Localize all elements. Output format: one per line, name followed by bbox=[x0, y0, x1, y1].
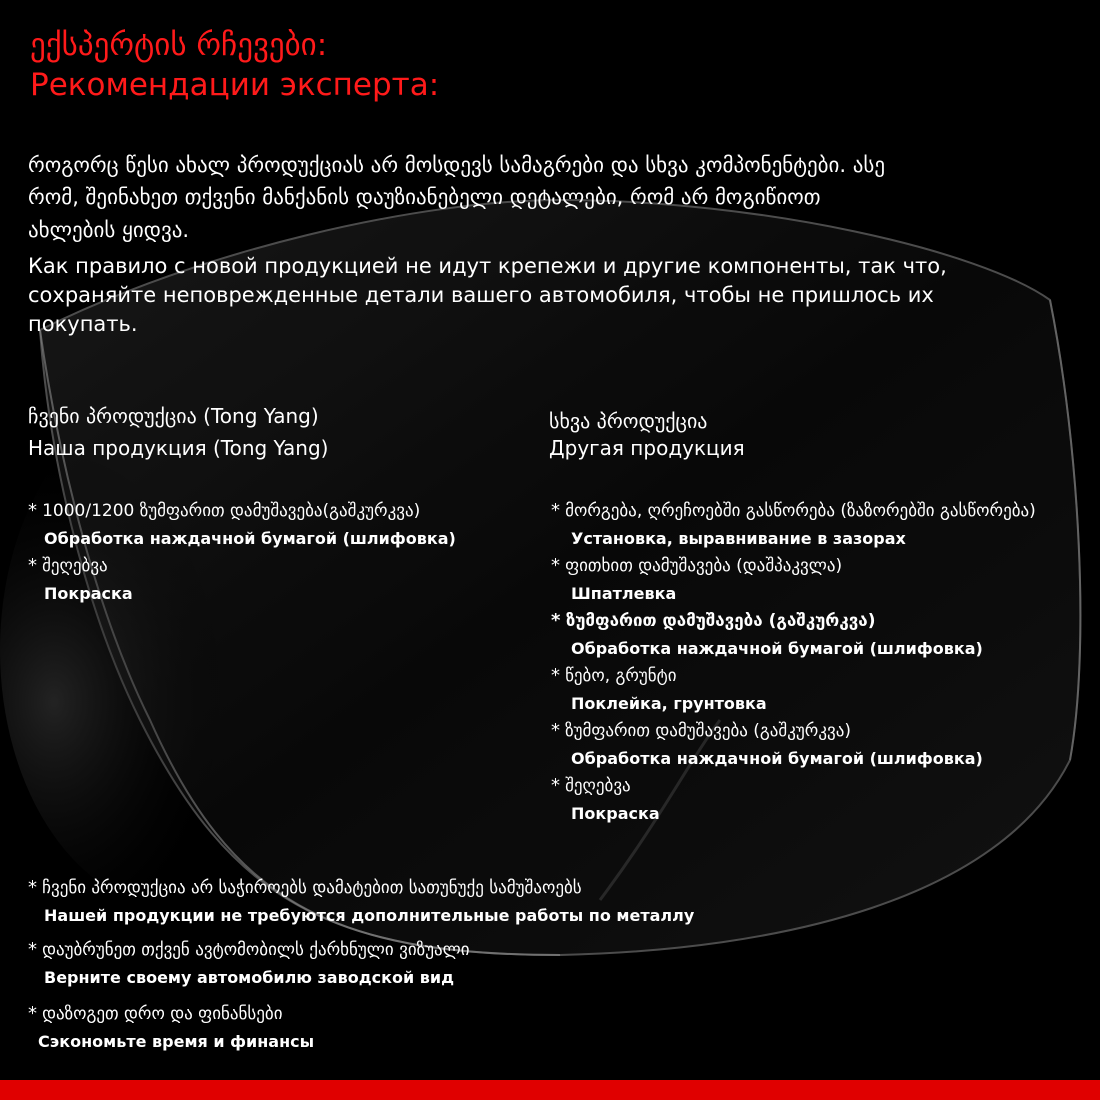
right-item-4 bbox=[551, 667, 677, 685]
right-item-1-ka: მორგება, ღრეჩოებში გასწორება (ზაზორებში გასწორება) bbox=[565, 501, 1036, 521]
left-item-1 bbox=[28, 502, 420, 520]
asterisk: * bbox=[28, 1003, 37, 1024]
intro-line-5: сохраняйте неповрежденные детали вашего автомобиля, чтобы не пришлось их bbox=[28, 283, 934, 307]
left-item-2 bbox=[28, 557, 108, 575]
right-item-2-ru: Шпатлевка bbox=[571, 584, 677, 603]
asterisk: * bbox=[551, 665, 560, 686]
left-item-2-ka: შეღებვა bbox=[42, 556, 108, 576]
right-item-1-ru: Установка, выравнивание в зазорах bbox=[571, 529, 906, 548]
our-products-header-ka: ჩვენი პროდუქცია (Tong Yang) bbox=[28, 404, 319, 428]
benefit-3 bbox=[28, 1005, 283, 1023]
asterisk: * bbox=[551, 500, 560, 521]
right-item-5-ru: Обработка наждачной бумагой (шлифовка) bbox=[571, 749, 983, 768]
right-item-3-ka: ზუმფარით დამუშავება (გაშკურკვა) bbox=[566, 611, 876, 631]
benefit-2-ru: Верните своему автомобилю заводской вид bbox=[44, 968, 454, 987]
intro-line-4: Как правило с новой продукцией не идут крепежи и другие компоненты, так что, bbox=[28, 254, 947, 278]
asterisk: * bbox=[551, 610, 561, 631]
right-item-6 bbox=[551, 777, 631, 795]
asterisk: * bbox=[28, 877, 37, 898]
benefit-3-ru: Сэкономьте время и финансы bbox=[38, 1032, 315, 1051]
asterisk: * bbox=[551, 555, 560, 576]
left-item-1-ru: Обработка наждачной бумагой (шлифовка) bbox=[44, 529, 456, 548]
right-item-3-ru: Обработка наждачной бумагой (шлифовка) bbox=[571, 639, 983, 658]
asterisk: * bbox=[551, 775, 560, 796]
our-products-header-ru: Наша продукция (Tong Yang) bbox=[28, 436, 329, 460]
right-item-1 bbox=[551, 502, 1036, 520]
benefit-1-ru: Нашей продукции не требуются дополнительные работы по металлу bbox=[44, 906, 695, 925]
right-item-2 bbox=[551, 557, 842, 575]
benefit-1-ka: ჩვენი პროდუქცია არ საჭიროებს დამატებით სათუნუქე სამუშაოებს bbox=[42, 878, 582, 898]
right-item-2-ka: ფითხით დამუშავება (დაშპაკვლა) bbox=[565, 556, 843, 576]
asterisk: * bbox=[28, 939, 37, 960]
right-item-5-ka: ზუმფარით დამუშავება (გაშკურკვა) bbox=[565, 721, 851, 741]
intro-line-1: როგორც წესი ახალ პროდუქციას არ მოსდევს სამაგრები და სხვა კომპონენტები. ასე bbox=[28, 153, 886, 177]
asterisk: * bbox=[28, 500, 37, 521]
left-item-1-ka: 1000/1200 ზუმფარით დამუშავება(გაშკურკვა) bbox=[42, 501, 421, 521]
right-item-4-ka: წებო, გრუნტი bbox=[565, 666, 677, 686]
intro-line-6: покупать. bbox=[28, 312, 138, 336]
right-item-6-ka: შეღებვა bbox=[565, 776, 631, 796]
benefit-1 bbox=[28, 879, 582, 897]
benefit-2 bbox=[28, 941, 470, 959]
right-item-6-ru: Покраска bbox=[571, 804, 660, 823]
right-item-4-ru: Поклейка, грунтовка bbox=[571, 694, 767, 713]
asterisk: * bbox=[551, 720, 560, 741]
benefit-3-ka: დაზოგეთ დრო და ფინანსები bbox=[42, 1004, 283, 1024]
intro-line-2: რომ, შეინახეთ თქვენი მანქანის დაუზიანებელი დეტალები, რომ არ მოგიწიოთ bbox=[28, 185, 821, 209]
right-item-5 bbox=[551, 722, 851, 740]
left-item-2-ru: Покраска bbox=[44, 584, 133, 603]
asterisk: * bbox=[28, 555, 37, 576]
other-products-header-ka: სხვა პროდუქცია bbox=[549, 409, 708, 433]
right-item-3 bbox=[551, 612, 875, 630]
intro-line-3: ახლების ყიდვა. bbox=[28, 218, 190, 242]
title-russian: Рекомендации эксперта: bbox=[30, 67, 440, 103]
title-georgian: ექსპერტის რჩევები: bbox=[30, 27, 328, 63]
other-products-header-ru: Другая продукция bbox=[549, 436, 745, 460]
benefit-2-ka: დაუბრუნეთ თქვენ ავტომობილს ქარხნული ვიზუალი bbox=[42, 940, 470, 960]
bottom-red-bar bbox=[0, 1080, 1100, 1100]
